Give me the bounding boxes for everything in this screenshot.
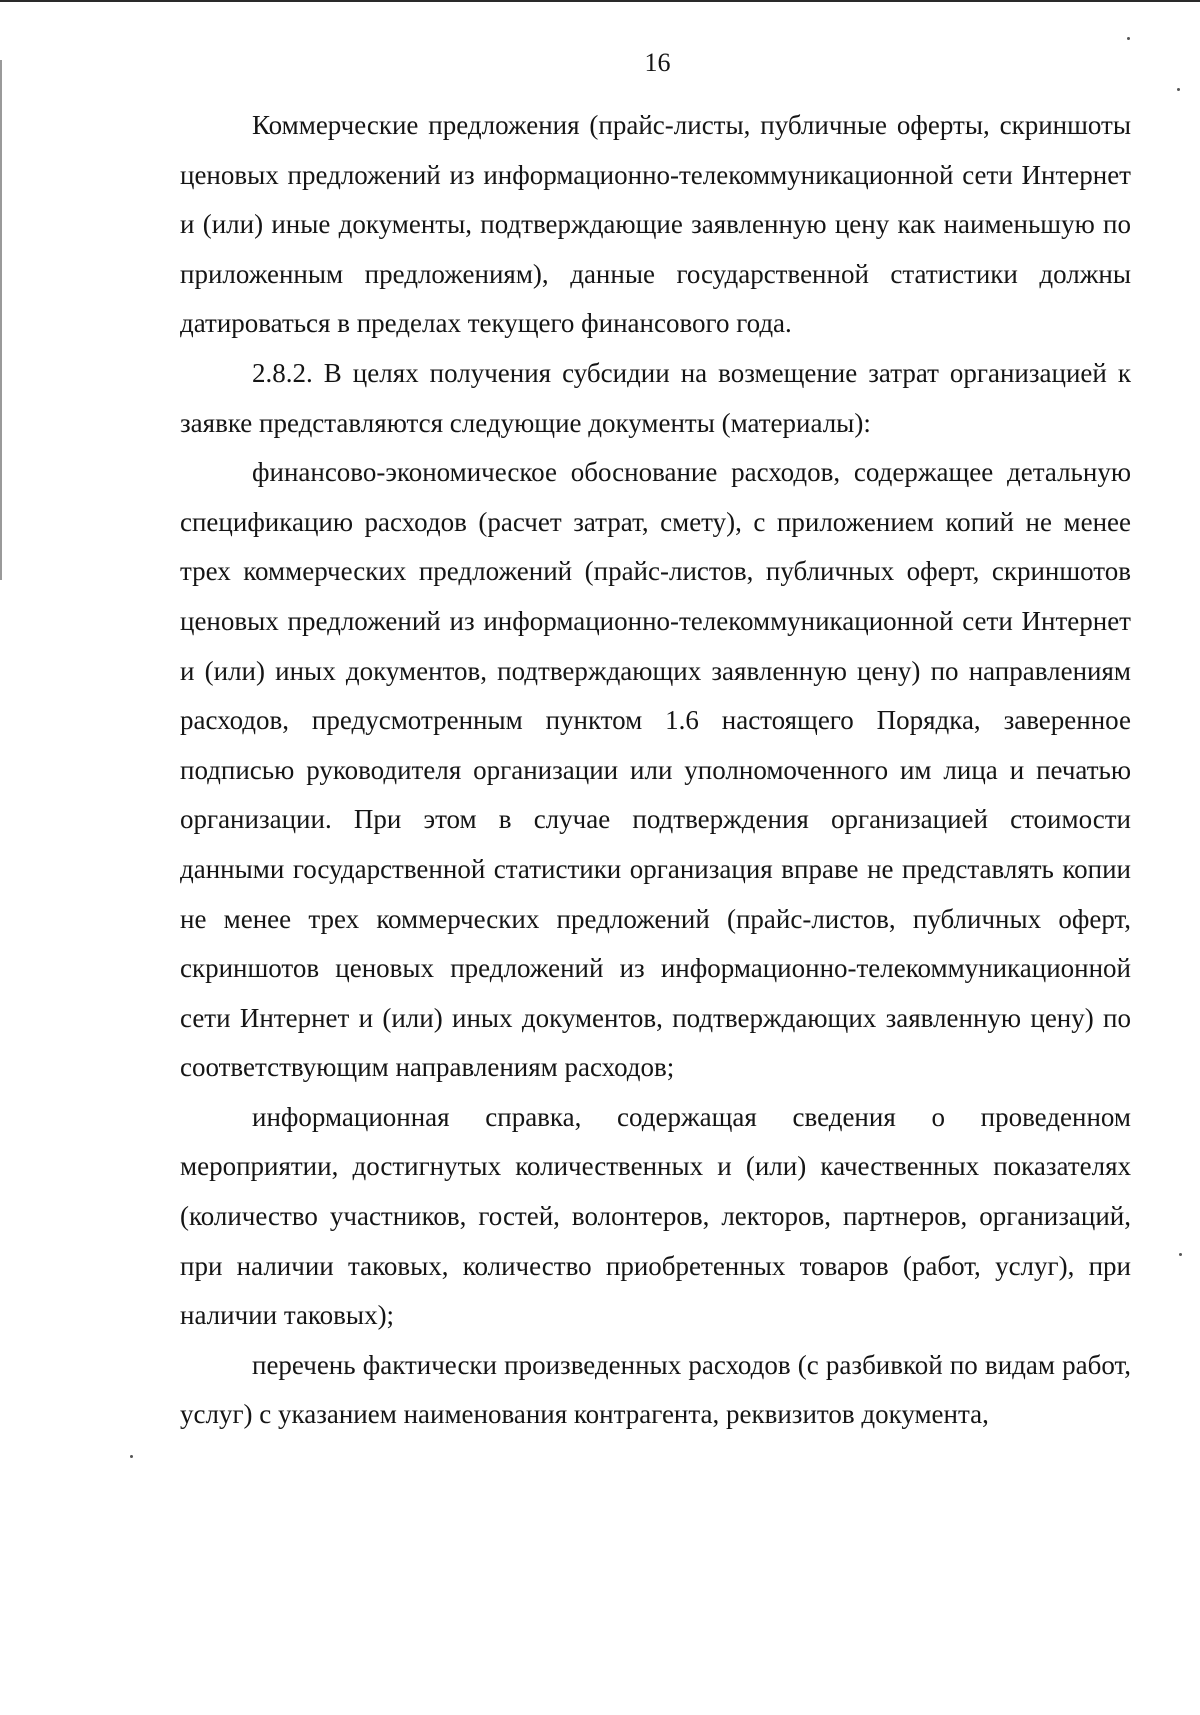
paragraph-commercial-offers: Коммерческие предложения (прайс-листы, публичные оферты, скриншоты ценовых предложений из информационно-телекоммуникационной сети Интернет и (или) иные документы, подтверждающие заявленную цену как наименьшую по приложенным предложениям), данные государственной статистики должны датироваться в пределах текущего финансового года.: [180, 110, 1131, 339]
scan-speck: [130, 1455, 133, 1458]
document-body: [180, 101, 1131, 1440]
paragraph-information-note: информационная справка, содержащая сведения о проведенном мероприятии, достигнутых количественных и (или) качественных показателях (количество участников, гостей, волонтеров, лекторов, партнеров, организаций, при наличии таковых, количество приобретенных товаров (работ, услуг), при наличии таковых);: [180, 1101, 1131, 1331]
scan-speck: [1127, 37, 1130, 40]
paragraph-financial-justification: финансово-экономическое обоснование расходов, содержащее детальную спецификацию расходов (расчет затрат, смету), с приложением копий не менее трех коммерческих предложений (прайс-листов, публичных оферт, скриншотов ценовых предложений из информационно-телекоммуникационной сети Интернет и (или) иных документов, подтверждающих заявленную цену) по направлениям расходов, предусмотренным пунктом 1.6 настоящего Порядка, заверенное подписью руководителя организации или уполномоченного им лица и печатью организации. При этом в случае подтверждения организацией стоимости данными государственной статистики организация вправе не представлять копии не менее трех коммерческих предложений (прайс-листов, публичных оферт, скриншотов ценовых предложений из информационно-телекоммуникационной сети Интернет и (или) иных документов, подтверждающих заявленную цену) по соответствующим направлениям расходов;: [180, 457, 1131, 1083]
paragraph-expense-list: перечень фактически произведенных расходов (с разбивкой по видам работ, услуг) с указанием наименования контрагента, реквизитов документа,: [180, 1349, 1131, 1430]
scan-speck: [1179, 1253, 1182, 1256]
scan-speck: [1177, 88, 1180, 91]
scan-left-edge: [0, 60, 2, 580]
scan-top-edge: [0, 0, 1200, 2]
page-number: 16: [644, 48, 671, 77]
paragraph-2-8-2: 2.8.2. В целях получения субсидии на возмещение затрат организацией к заявке представляются следующие документы (материалы):: [180, 357, 1131, 438]
